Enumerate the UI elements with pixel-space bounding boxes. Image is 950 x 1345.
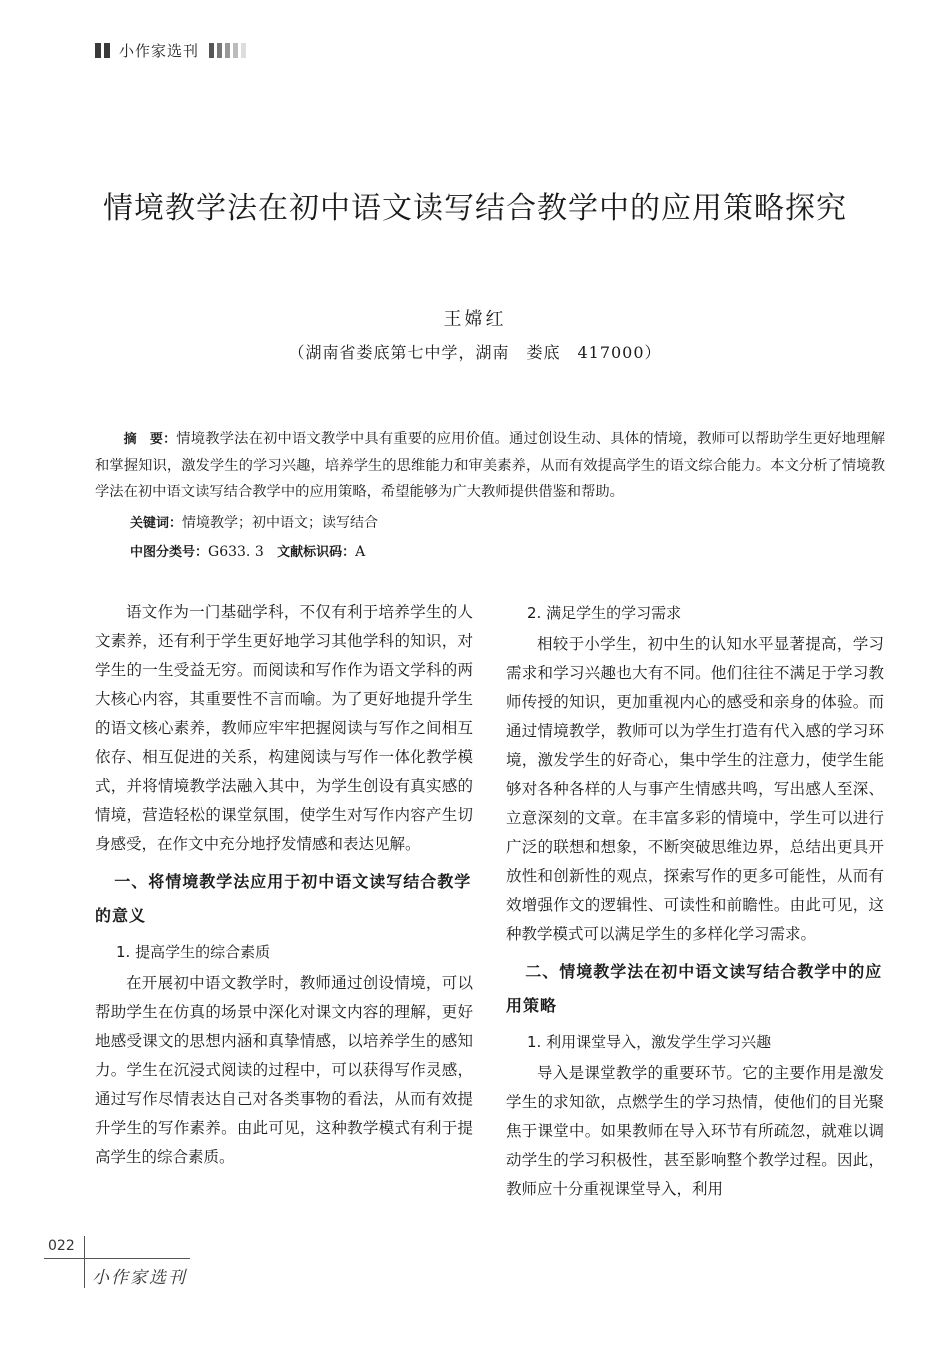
header-bar-decoration xyxy=(209,43,249,58)
subsection-2-1-paragraph: 导入是课堂教学的重要环节。它的主要作用是激发学生的求知欲，点燃学生的学习热情，使他们的目光聚焦于课堂中。如果教师在导入环节有所疏忽，就难以调动学生的学习积极性，甚至影响整个教学过程。因此，教师应十分重视课堂导入，利用 xyxy=(506,1064,884,1198)
intro-paragraph: 语文作为一门基础学科，不仅有利于培养学生的人文素养，还有利于学生更好地学习其他学科的知识，对学生的一生受益无穷。而阅读和写作作为语文学科的两大核心内容，其重要性不言而喻。为了更好地提升学生的语文核心素养，教师应牢牢把握阅读与写作之间相互依存、相互促进的关系，构建阅读与写作一体化教学模式，并将情境教学法融入其中，为学生创设有真实感的情境，营造轻松的课堂氛围，使学生对写作内容产生切身感受，在作文中充分地抒发情感和表达见解。 xyxy=(95,603,473,853)
running-header xyxy=(95,40,249,60)
keywords-label: 关键词： xyxy=(130,516,183,531)
section-2-heading: 二、情境教学法在初中语文读写结合教学中的应用策略 xyxy=(506,962,883,1015)
subsection-1-2-paragraph: 相较于小学生，初中生的认知水平显著提高，学习需求和学习兴趣也大有不同。他们往往不满足于学习教师传授的知识，更加重视内心的感受和亲身的体验。而通过情境教学，教师可以为学生打造有代入感的学习环境，激发学生的好奇心，集中学生的注意力，使学生能够对各种各样的人与事产生情感共鸣，写出感人至深、立意深刻的文章。在丰富多彩的情境中，学生可以进行广泛的联想和想象，不断突破思维边界，总结出更具开放性和创新性的观点，探索写作的更多可能性，从而有效增强作文的逻辑性、可读性和前瞻性。由此可见，这种教学模式可以满足学生的多样化学习需求。 xyxy=(506,635,884,943)
keywords-text: 情境教学；初中语文；读写结合 xyxy=(182,515,379,531)
footer-rule xyxy=(44,1258,190,1259)
right-column xyxy=(506,598,884,1204)
subsection-2-1-heading: 1. 利用课堂导入，激发学生学习兴趣 xyxy=(527,1033,772,1051)
section-1-heading: 一、将情境教学法应用于初中语文读写结合教学的意义 xyxy=(95,872,472,925)
footer-divider xyxy=(84,1236,85,1288)
abstract xyxy=(95,426,885,505)
subsection-1-1-paragraph: 在开展初中语文教学时，教师通过创设情境，可以帮助学生在仿真的场景中深化对课文内容的理解，更好地感受课文的思想内涵和真挚情感，以培养学生的感知力。学生在沉浸式阅读的过程中，可以获得写作灵感，通过写作尽情表达自己对各类事物的看法，从而有效提升学生的写作素养。由此可见，这种教学模式有利于提高学生的综合素质。 xyxy=(95,974,473,1166)
subsection-1-1-heading: 1. 提高学生的综合素质 xyxy=(116,943,271,961)
header-block-mark xyxy=(95,43,101,58)
left-column xyxy=(95,598,473,1172)
clc-label: 中图分类号： xyxy=(130,545,209,560)
subsection-1-2-heading: 2. 满足学生的学习需求 xyxy=(527,604,682,622)
header-block-mark xyxy=(104,43,110,58)
article-title: 情境教学法在初中语文读写结合教学中的应用策略探究 xyxy=(103,191,847,226)
abstract-label: 摘 要： xyxy=(123,432,177,447)
author-name: 王嫦红 xyxy=(443,309,507,330)
abstract-text: 情境教学法在初中语文教学中具有重要的应用价值。通过创设生动、具体的情境，教师可以帮助学生更好地理解和掌握知识，激发学生的学习兴趣，培养学生的思维能力和审美素养，从而有效提高学生的语文综合能力。本文分析了情境教学法在初中语文读写结合教学中的应用策略，希望能够为广大教师提供借鉴和帮助。 xyxy=(95,431,885,500)
keywords xyxy=(130,512,378,532)
author-affiliation: （湖南省娄底第七中学，湖南 娄底 417000） xyxy=(288,343,662,362)
journal-name: 小作家选刊 xyxy=(119,41,200,60)
classification xyxy=(130,541,365,560)
clc-value: G633. 3 xyxy=(208,544,264,560)
footer-journal-logo: 小作家选刊 xyxy=(92,1268,187,1288)
doc-code-label: 文献标识码： xyxy=(277,545,356,560)
doc-code-value: A xyxy=(355,544,366,560)
page-number: 022 xyxy=(48,1238,75,1254)
